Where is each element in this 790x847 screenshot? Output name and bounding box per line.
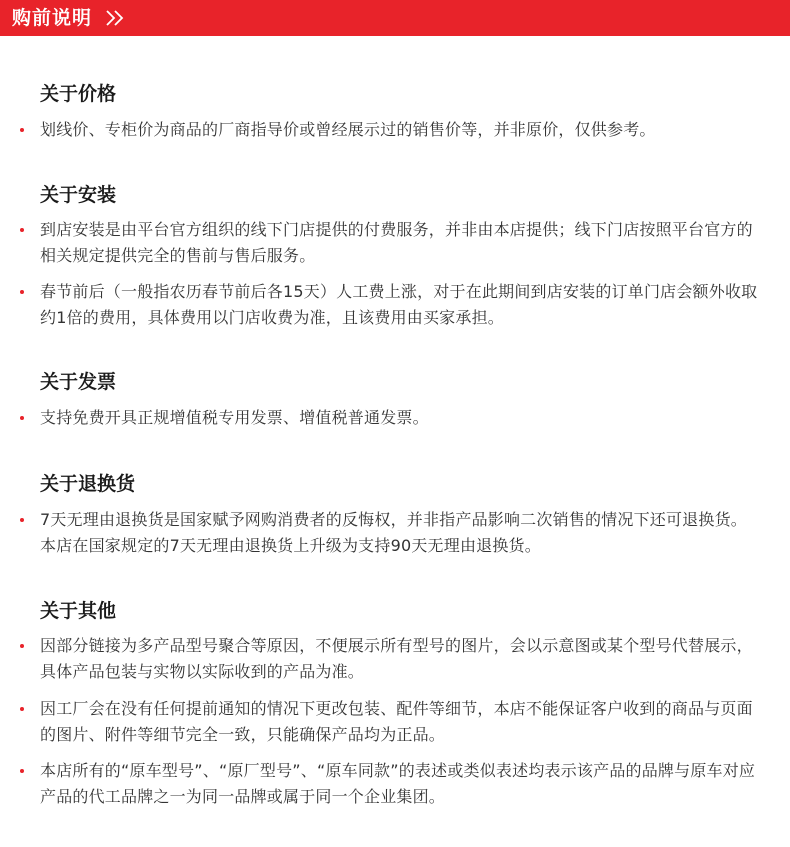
header-bar (0, 0, 790, 36)
list-item-text: 划线价、专柜价为商品的厂商指导价或曾经展示过的销售价等，并非原价，仅供参考。 (40, 120, 656, 139)
section-title-installation: 关于安装 (40, 184, 117, 206)
list-item-text: 因部分链接为多产品型号聚合等原因，不便展示所有型号的图片，会以示意图或某个型号代替展示，具体产品包装与实物以实际收到的产品为准。 (40, 636, 753, 681)
list-item-text: 因工厂会在没有任何提前通知的情况下更改包装、配件等细节，本店不能保证客户收到的商品与页面的图片、附件等细节完全一致，只能确保产品均为正品。 (40, 699, 753, 744)
section-title-invoice: 关于发票 (40, 371, 117, 393)
bullet-dot (20, 769, 24, 773)
list-item-text: 春节前后（一般指农历春节前后各15天）人工费上涨，对于在此期间到店安装的订单门店会额外收取约1倍的费用，具体费用以门店收费为准，且该费用由买家承担。 (40, 282, 758, 327)
bullet-dot (20, 128, 24, 132)
list-item-text: 支持免费开具正规增值税专用发票、增值税普通发票。 (40, 408, 429, 427)
list-item-text: 本店所有的“原车型号”、“原厂型号”、“原车同款”的表述或类似表述均表示该产品的品牌与原车对应产品的代工品牌之一为同一品牌或属于同一个企业集团。 (40, 761, 756, 806)
bullet-dot (20, 518, 24, 522)
bullet-dot (20, 290, 24, 294)
bullet-dot (20, 707, 24, 711)
double-chevron-right-icon (105, 10, 127, 26)
list-item-text: 7天无理由退换货是国家赋予网购消费者的反悔权，并非指产品影响二次销售的情况下还可退换货。本店在国家规定的7天无理由退换货上升级为支持90天无理由退换货。 (40, 510, 747, 555)
bullet-dot (20, 228, 24, 232)
header-title: 购前说明 (12, 7, 93, 29)
section-title-other: 关于其他 (40, 600, 117, 622)
bullet-dot (20, 644, 24, 648)
section-title-returns: 关于退换货 (40, 473, 136, 495)
bullet-dot (20, 416, 24, 420)
section-title-price: 关于价格 (40, 83, 117, 105)
list-item-text: 到店安装是由平台官方组织的线下门店提供的付费服务，并非由本店提供；线下门店按照平台官方的相关规定提供完全的售前与售后服务。 (40, 220, 753, 265)
